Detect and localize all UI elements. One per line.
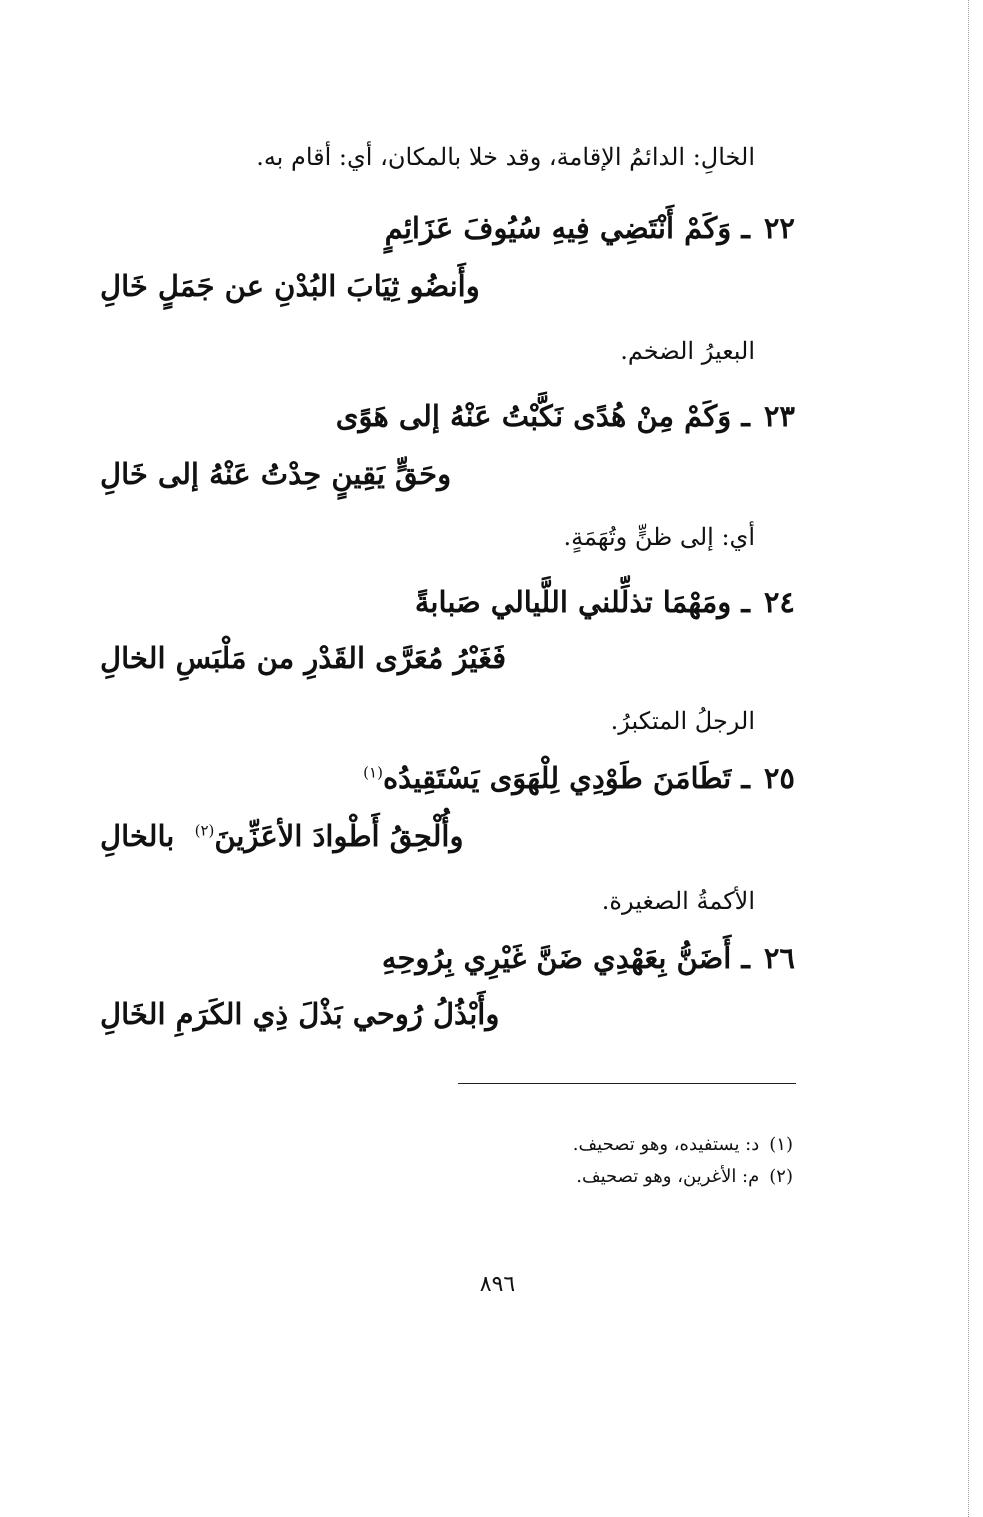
verse-number: ٢٣ [763,399,795,433]
verse-24-hemistich-2: فَغَيْرُ مُعَرَّى القَدْرِ من مَلْبَسِ الخالِ [100,641,507,675]
verse-24-gloss: الرجلُ المتكبرُ. [610,707,755,735]
verse-23-hemistich-1: ٢٣ـ وَكَمْ مِنْ هُدًى نَكَّبْتُ عَنْهُ إلى هَوًى [335,399,795,433]
verse-number: ٢٦ [763,941,795,975]
verse-number: ٢٤ [763,585,795,619]
footnote-ref-1[interactable]: (١) [363,763,383,782]
verse-23-hemistich-2: وحَقٍّ يَقِينٍ حِدْتُ عَنْهُ إلى خَالِ [100,457,452,491]
footnote-separator [458,1083,796,1084]
verse-number: ٢٢ [763,211,795,245]
verse-25-gloss: الأكمةُ الصغيرة. [601,887,755,915]
verse-26-hemistich-1: ٢٦ـ أَضَنُّ بِعَهْدِي ضَنَّ غَيْرِي بِرُوحِهِ [381,941,795,975]
verse-25-hemistich-1: ٢٥ـ تَطَامَنَ طَوْدِي لِلْهَوَى يَسْتَقِيدُه$^{(١)}$ [363,761,795,795]
footnote-2: (٢)م: الأغرين، وهو تصحيف. [576,1166,793,1187]
footnote-1: (١)د: يستفيده، وهو تصحيف. [572,1134,793,1155]
footnote-ref-2[interactable]: (٢) [194,821,215,840]
verse-24-hemistich-1: ٢٤ـ ومَهْمَا تذلِّلني اللَّيالي صَبابةً [414,585,795,619]
verse-25-hemistich-2: وأُلْحِقُ أَطْوادَ الأعَزِّينَ$^{(٢)}$ بالخالِ [100,819,464,853]
gloss-line: الخالِ: الدائمُ الإقامة، وقد خلا بالمكان، أي: أقام به. [256,143,755,171]
verse-number: ٢٥ [763,761,795,795]
verse-23-gloss: أي: إلى ظنٍّ وتُهَمَةٍ. [563,523,755,551]
verse-22-gloss: البعيرُ الضخم. [620,337,755,365]
page-number: ٨٩٦ [479,1272,516,1297]
verse-26-hemistich-2: وأَبْذُلُ رُوحي بَذْلَ ذِي الكَرَمِ الخَالِ [100,997,500,1031]
verse-22-hemistich-1: ٢٢ـ وَكَمْ أَنْتَضِي فِيهِ سُيُوفَ عَزَائِمٍ [384,211,795,245]
verse-22-hemistich-2: وأَنضُو ثِيَابَ البُدْنِ عن جَمَلٍ خَالِ [100,269,480,303]
